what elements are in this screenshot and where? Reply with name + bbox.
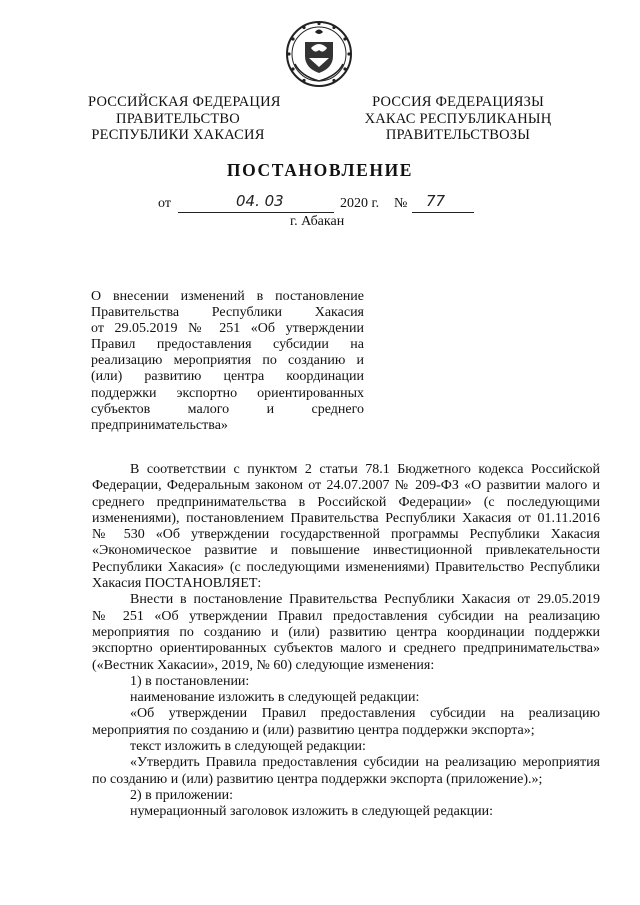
- body-line: Федерации, Федеральным законом от 24.07.2007 № 209-ФЗ «О развитии малого и: [92, 478, 600, 494]
- header-left-russian: [88, 94, 281, 144]
- body-line: Внести в постановление Правительства Республики Хакасия от 29.05.2019: [130, 592, 600, 608]
- coat-of-arms-emblem: [285, 20, 353, 88]
- subject-line: (или) развитию центра координации: [91, 369, 364, 385]
- number-underline: [412, 212, 474, 213]
- city: г. Абакан: [290, 214, 345, 229]
- body-line: Республики Хакасия» (с последующими изменениями) Правительство Республики: [92, 559, 600, 575]
- date-year: 2020 г.: [340, 196, 380, 211]
- subject-line: реализацию мероприятия по созданию и: [91, 353, 364, 369]
- subject-line: О внесении изменений в постановление: [91, 289, 364, 304]
- body-line: мероприятия по созданию и (или) развитию центра поддержки экспорта»;: [92, 722, 535, 738]
- body-line: наименование изложить в следующей редакции:: [130, 690, 420, 706]
- body-line: среднего предпринимательства в Российской Федерации» (с последующими: [92, 494, 600, 510]
- subject-line: субъектов малого и среднего: [91, 401, 364, 417]
- header-right-line-3: ПРАВИТЕЛЬСТВОЗЫ: [385, 127, 531, 143]
- body-line: В соответствии с пунктом 2 статьи 78.1 Бюджетного кодекса Российской: [130, 462, 600, 477]
- body-line: по созданию и (или) развитию центра поддержки экспорта (приложение).»;: [92, 771, 543, 787]
- header-left-line-2: ПРАВИТЕЛЬСТВО: [116, 110, 240, 127]
- date-handwritten: 04. 03: [236, 192, 284, 210]
- header-left-line-3: РЕСПУБЛИКИ ХАКАСИЯ: [91, 127, 265, 143]
- number-handwritten: 77: [426, 192, 446, 210]
- subject-block: [91, 289, 364, 434]
- body-line: «Об утверждении Правил предоставления субсидии на реализацию: [130, 706, 600, 722]
- body-text: [92, 462, 600, 821]
- body-line: («Вестник Хакасии», 2019, № 60) следующие изменения:: [92, 657, 435, 673]
- subject-line: предпринимательства»: [91, 417, 228, 433]
- body-line: изменениями), постановлением Правительства Республики Хакасия от 01.11.2016: [92, 510, 600, 526]
- body-line: № 530 «Об утверждении государственной программы Республики Хакасия: [92, 527, 600, 543]
- date-prefix: от: [158, 196, 171, 211]
- body-line: экспортно ориентированных субъектов малого и среднего предпринимательства»: [92, 641, 600, 657]
- body-line: 1) в постановлении:: [130, 673, 250, 689]
- number-sign: №: [394, 196, 408, 211]
- header-right-khakas: [358, 94, 558, 144]
- body-line: текст изложить в следующей редакции:: [130, 739, 366, 755]
- header-left-line-1: РОССИЙСКАЯ ФЕДЕРАЦИЯ: [88, 94, 281, 110]
- date-underline: [178, 212, 334, 213]
- header-right-line-2: ХАКАС РЕСПУБЛИКАНЫҢ: [364, 110, 552, 127]
- subject-line: Правил предоставления субсидии на: [91, 337, 364, 353]
- header-right-line-1: РОССИЯ ФЕДЕРАЦИЯЗЫ: [372, 94, 544, 110]
- subject-line: от 29.05.2019 № 251 «Об утверждении: [91, 321, 364, 337]
- body-line: № 251 «Об утверждении Правил предоставления субсидии на реализацию: [92, 608, 600, 624]
- subject-line: Правительства Республики Хакасия: [91, 305, 364, 321]
- body-line: «Утвердить Правила предоставления субсидии на реализацию мероприятия: [130, 755, 600, 771]
- body-line: «Экономическое развитие и повышение инвестиционной привлекательности: [92, 543, 600, 559]
- body-line: нумерационный заголовок изложить в следующей редакции:: [130, 804, 493, 820]
- body-line: Хакасия ПОСТАНОВЛЯЕТ:: [92, 576, 262, 592]
- subject-line: поддержки экспортно ориентированных: [91, 385, 364, 401]
- body-line: мероприятия по созданию и (или) развитию центра координации поддержки: [92, 624, 600, 640]
- body-line: 2) в приложении:: [130, 787, 233, 803]
- document-title: ПОСТАНОВЛЕНИЕ: [226, 160, 414, 180]
